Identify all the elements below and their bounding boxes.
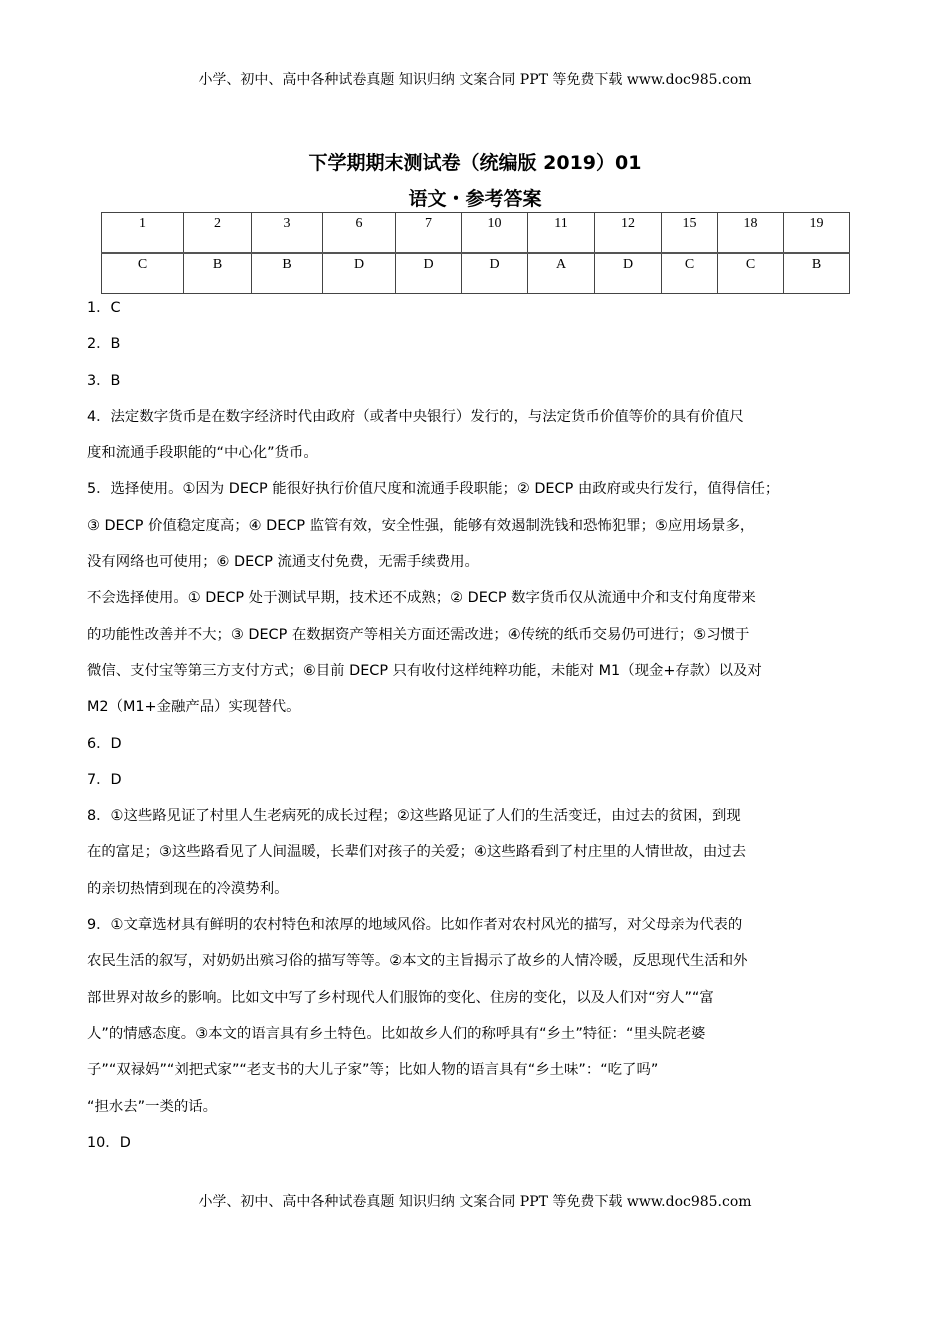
answer-cell: D: [323, 253, 396, 294]
question-number-cell: 19: [784, 213, 850, 254]
answer-line-q9: 9．①文章选材具有鲜明的农村特色和浓厚的地域风俗。比如作者对农村风光的描写，对父母亲为代表的: [87, 917, 743, 934]
answer-line-q9: “担水去”一类的话。: [87, 1098, 218, 1115]
answer-cell: B: [252, 253, 323, 294]
question-number-cell: 1: [102, 213, 184, 254]
table-row-answers: [102, 253, 850, 294]
table-row-questions: [102, 213, 850, 254]
document-subtitle: 语文・参考答案: [408, 188, 542, 210]
answer-line-q9: 部世界对故乡的影响。比如文中写了乡村现代人们服饰的变化、住房的变化，以及人们对“穷人”“富: [87, 989, 714, 1006]
answer-cell: B: [784, 253, 850, 294]
answer-line-q9: 农民生活的叙写，对奶奶出殡习俗的描写等等。②本文的主旨揭示了故乡的人情冷暖，反思现代生活和外: [87, 953, 748, 970]
answer-cell: A: [528, 253, 595, 294]
answer-line-q6: 6．D: [87, 735, 122, 752]
answer-line-q5: 微信、支付宝等第三方支付方式；⑥目前 DECP 只有收付这样纯粹功能，未能对 M1（现金+存款）以及对: [87, 662, 762, 679]
answer-cell: C: [662, 253, 718, 294]
answer-line-q7: 7．D: [87, 771, 122, 788]
question-number-cell: 10: [462, 213, 528, 254]
document-title: 下学期期末测试卷（统编版 2019）01: [308, 152, 642, 174]
answer-line-q2: 2．B: [87, 336, 121, 353]
answer-line-q9: 人”的情感态度。③本文的语言具有乡土特色。比如故乡人们的称呼具有“乡土”特征：“里头院老婆: [87, 1025, 706, 1042]
header-banner: 小学、初中、高中各种试卷真题 知识归纳 文案合同 PPT 等免费下载 www.doc985.com: [198, 72, 752, 88]
footer-banner: 小学、初中、高中各种试卷真题 知识归纳 文案合同 PPT 等免费下载 www.doc985.com: [198, 1194, 752, 1210]
question-number-cell: 6: [323, 213, 396, 254]
question-number-cell: 11: [528, 213, 595, 254]
answer-key-table: [101, 212, 850, 294]
answer-cell: D: [396, 253, 462, 294]
answer-cell: D: [462, 253, 528, 294]
answer-cell: C: [102, 253, 184, 294]
answer-line-q8: 8．①这些路见证了村里人生老病死的成长过程；②这些路见证了人们的生活变迁，由过去的贫困，到现: [87, 808, 741, 825]
answer-line-q4: 4．法定数字货币是在数字经济时代由政府（或者中央银行）发行的，与法定货币价值等价的具有价值尺: [87, 408, 744, 425]
answer-cell: C: [718, 253, 784, 294]
answer-line-q10: 10．D: [87, 1134, 131, 1151]
answer-line-q9: 子”“双禄妈”“刘把式家”“老支书的大儿子家”等；比如人物的语言具有“乡土味”：“吃了吗”: [87, 1062, 659, 1079]
question-number-cell: 7: [396, 213, 462, 254]
answer-cell: B: [184, 253, 252, 294]
answer-line-q5: ③ DECP 价值稳定度高；④ DECP 监管有效，安全性强，能够有效遏制洗钱和恐怖犯罪；⑤应用场景多，: [87, 517, 755, 534]
answer-line-q3: 3．B: [87, 372, 121, 389]
question-number-cell: 18: [718, 213, 784, 254]
answer-line-q5: 5．选择使用。①因为 DECP 能很好执行价值尺度和流通手段职能；② DECP 由政府或央行发行，值得信任；: [87, 481, 780, 498]
answer-explanations: [87, 290, 877, 1161]
answer-line-q1: 1．C: [87, 300, 121, 316]
answer-line-q5: M2（M1+金融产品）实现替代。: [87, 699, 301, 716]
question-number-cell: 3: [252, 213, 323, 254]
answer-cell: D: [595, 253, 662, 294]
question-number-cell: 15: [662, 213, 718, 254]
answer-line-q8: 在的富足；③这些路看见了人间温暖，长辈们对孩子的关爱；④这些路看到了村庄里的人情世故，由过去: [87, 844, 746, 861]
answer-line-q5: 的功能性改善并不大；③ DECP 在数据资产等相关方面还需改进；④传统的纸币交易仍可进行；⑤习惯于: [87, 626, 750, 643]
answer-line-q8: 的亲切热情到现在的冷漠势利。: [87, 880, 289, 897]
answer-line-q4: 度和流通手段职能的“中心化”货币。: [87, 445, 318, 462]
question-number-cell: 12: [595, 213, 662, 254]
answer-line-q5: 没有网络也可使用；⑥ DECP 流通支付免费，无需手续费用。: [87, 554, 479, 571]
answer-line-q5: 不会选择使用。① DECP 处于测试早期，技术还不成熟；② DECP 数字货币仅从流通中介和支付角度带来: [87, 590, 756, 607]
question-number-cell: 2: [184, 213, 252, 254]
